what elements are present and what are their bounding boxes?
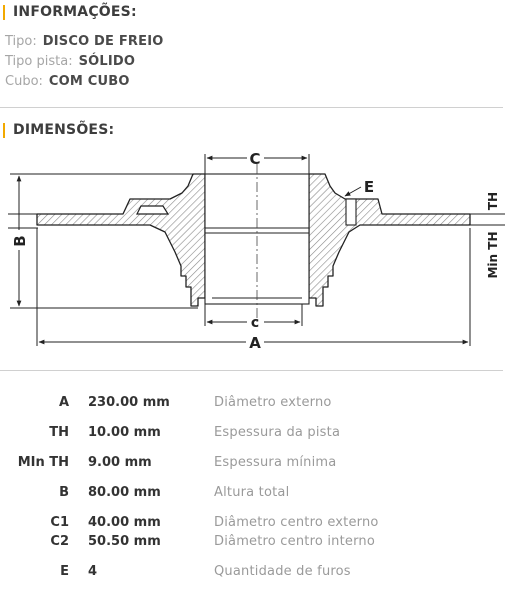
info-row-tipo bbox=[5, 32, 164, 52]
dimension-description: Espessura mínima bbox=[214, 455, 337, 470]
label-a: A bbox=[249, 334, 261, 352]
accent-bar bbox=[3, 123, 5, 138]
dimension-value: 10.00 mm bbox=[88, 425, 161, 440]
dimension-description: Diâmetro externo bbox=[214, 395, 332, 410]
dimension-value: 40.00 mm bbox=[88, 515, 161, 530]
info-list bbox=[5, 32, 164, 92]
dimension-value: 4 bbox=[88, 564, 98, 579]
dimension-description: Diâmetro centro externo bbox=[214, 515, 379, 530]
dimension-key: MIn TH bbox=[17, 455, 69, 470]
dimension-description: Quantidade de furos bbox=[214, 564, 351, 579]
dimension-description: Diâmetro centro interno bbox=[214, 534, 375, 549]
info-label: Tipo pista: bbox=[5, 54, 73, 69]
info-row-tipo-pista bbox=[5, 52, 164, 72]
dimension-key: TH bbox=[49, 425, 69, 440]
dimensions-section-title: DIMENSÕES: bbox=[13, 122, 115, 138]
divider bbox=[0, 107, 503, 108]
label-th: TH bbox=[486, 191, 500, 211]
info-label: Tipo: bbox=[5, 34, 37, 49]
accent-bar bbox=[3, 5, 5, 20]
recess-left bbox=[137, 206, 168, 214]
label-e: E bbox=[363, 178, 375, 196]
divider bbox=[0, 370, 503, 371]
dimension-value: 50.50 mm bbox=[88, 534, 161, 549]
label-b: B bbox=[11, 235, 29, 247]
label-min-th: Min TH bbox=[486, 231, 500, 279]
label-c-top: C bbox=[249, 150, 261, 168]
dimension-key: C1 bbox=[50, 515, 69, 530]
dimension-value: 230.00 mm bbox=[88, 395, 170, 410]
label-c-bottom: c bbox=[250, 315, 260, 331]
dimension-key: E bbox=[60, 564, 69, 579]
dimension-description: Altura total bbox=[214, 485, 290, 500]
info-value: SÓLIDO bbox=[78, 54, 136, 69]
dimension-value: 9.00 mm bbox=[88, 455, 152, 470]
info-value: COM CUBO bbox=[48, 74, 130, 89]
brake-disc-drawing bbox=[0, 140, 523, 365]
dimension-key: B bbox=[59, 485, 69, 500]
info-row-cubo bbox=[5, 72, 164, 92]
dimension-key: A bbox=[58, 395, 69, 410]
dimension-value: 80.00 mm bbox=[88, 485, 161, 500]
dimension-description: Espessura da pista bbox=[214, 425, 341, 440]
info-section-header bbox=[3, 4, 137, 20]
leader-line-e bbox=[345, 187, 361, 196]
dimensions-section-header bbox=[3, 122, 114, 138]
info-label: Cubo: bbox=[5, 74, 43, 89]
bolt-hole bbox=[346, 199, 356, 225]
dimension-key: C2 bbox=[50, 534, 69, 549]
info-section-title: INFORMAÇÕES: bbox=[13, 4, 137, 20]
info-value: DISCO DE FREIO bbox=[42, 34, 164, 49]
